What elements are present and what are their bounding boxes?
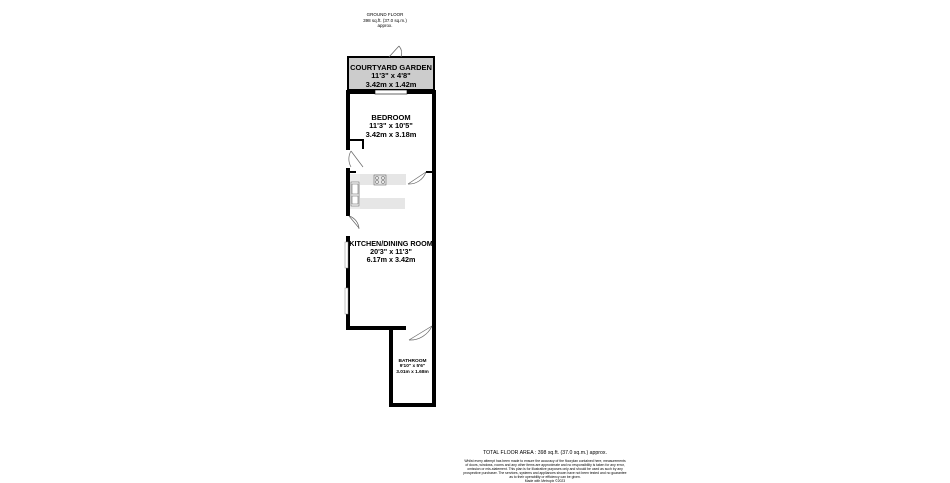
bedroom-name: BEDROOM <box>371 113 411 122</box>
floor-area: 398 sq.ft. (37.0 sq.m.) approx. <box>363 17 407 28</box>
plan-footer <box>463 450 627 483</box>
floor-name: GROUND FLOOR <box>366 12 404 17</box>
kitchen-name: KITCHEN/DINING ROOM <box>349 239 433 248</box>
courtyard-name: COURTYARD GARDEN <box>350 63 432 72</box>
kitchen-dining-label <box>348 240 434 264</box>
bathroom-name: BATHROOM <box>398 359 427 364</box>
interior-walls <box>350 139 432 173</box>
courtyard-gate <box>389 46 402 57</box>
bedroom-imperial: 11'3" x 10'5" <box>369 121 413 131</box>
bedroom-label <box>350 114 432 139</box>
total-floor-area: TOTAL FLOOR AREA : 398 sq.ft. (37.0 sq.m.) approx. <box>483 450 607 456</box>
courtyard-imperial: 11'3" x 4'8" <box>371 71 411 81</box>
kitchen-metric: 6.17m x 3.42m <box>366 254 416 264</box>
bathroom-label <box>393 359 432 375</box>
bathroom-imperial: 9'10" x 5'6" <box>399 364 426 370</box>
disclaimer-text: Whilst every attempt has been made to ensure the accuracy of the floorplan contained here, measurements of doors, windows, rooms and any other items are approximate and no responsibility is taken for any error, omission or mis-statement. This plan is for illustrative purposes only and should be used as such by any prospective purchaser. The services, systems and appliances shown have not been tested and no guarantee as to their operability or efficiency can be given. <box>463 459 627 479</box>
courtyard-metric: 3.42m x 1.42m <box>365 79 417 89</box>
kitchen-window-lower <box>345 288 348 314</box>
bedroom-window <box>375 90 407 94</box>
kitchen-worktop-island <box>360 198 405 209</box>
courtyard-garden-label <box>348 64 434 89</box>
bedroom-metric: 3.42m x 3.18m <box>365 129 417 139</box>
bathroom-metric: 3.01m x 1.68m <box>396 369 429 375</box>
kitchen-imperial: 20'3" x 11'3" <box>370 246 412 256</box>
kitchen-sink-icon <box>351 182 359 206</box>
credit-text: Made with Metropix ©2023 <box>524 479 566 483</box>
